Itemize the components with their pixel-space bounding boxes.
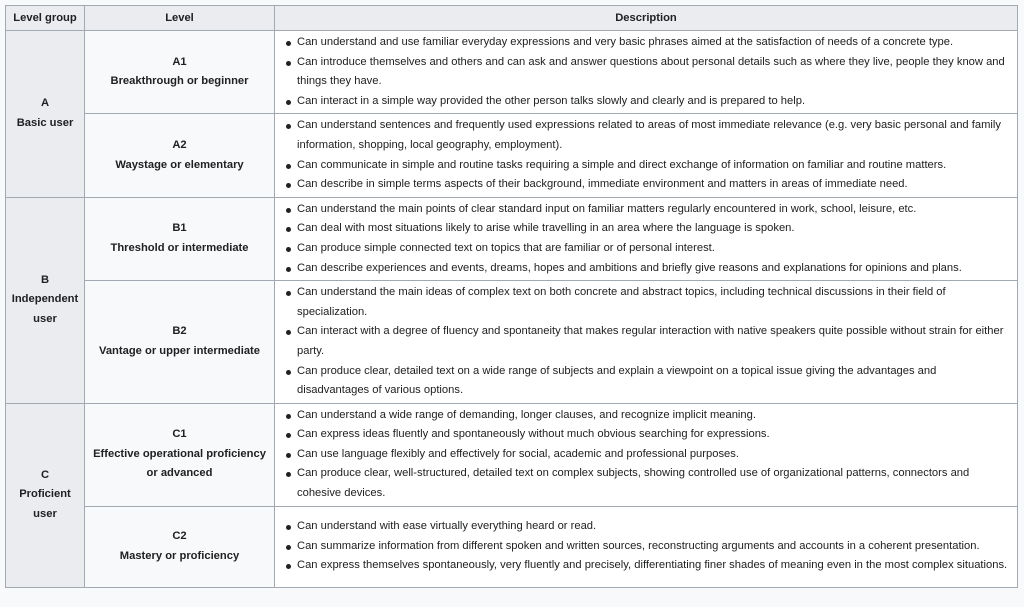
descriptor-item: Can summarize information from different spoken and written sources, reconstructing arguments and accounts in a coherent presentation. — [297, 537, 1011, 557]
level-code: A2 — [172, 138, 187, 151]
table-row-a2 — [6, 114, 1018, 197]
table-row-c1 — [6, 403, 1018, 506]
descriptor-item: Can interact with a degree of fluency and spontaneity that makes regular interaction with native speakers quite possible without strain for either party. — [297, 322, 1011, 361]
level-code: B2 — [172, 325, 187, 338]
level-code: C2 — [172, 530, 187, 543]
descriptor-item: Can understand the main points of clear standard input on familiar matters regularly encountered in work, school, leisure, etc. — [297, 200, 1011, 220]
level-code: B1 — [172, 222, 187, 235]
descriptor-item: Can produce simple connected text on topics that are familiar or of personal interest. — [297, 239, 1011, 259]
description-cell-c2 — [275, 506, 1018, 587]
header-level: Level — [85, 6, 275, 31]
descriptor-item: Can understand with ease virtually everything heard or read. — [297, 517, 1011, 537]
description-cell-b2 — [275, 281, 1018, 404]
group-code: C — [40, 468, 50, 481]
level-name: Vantage or upper intermediate — [98, 344, 261, 357]
table-row-b2 — [6, 281, 1018, 404]
descriptor-item: Can describe experiences and events, dreams, hopes and ambitions and briefly give reasons and explanations for opinions and plans. — [297, 259, 1011, 279]
level-name: Threshold or intermediate — [110, 241, 249, 254]
level-code: C1 — [172, 428, 187, 441]
group-cell-c — [6, 403, 85, 587]
descriptor-item: Can understand a wide range of demanding, longer clauses, and recognize implicit meaning. — [297, 406, 1011, 426]
descriptor-item: Can understand sentences and frequently used expressions related to areas of most immediate relevance (e.g. very basic personal and family information, shopping, local geography, employment). — [297, 116, 1011, 155]
descriptor-item: Can communicate in simple and routine tasks requiring a simple and direct exchange of information on familiar and routine matters. — [297, 156, 1011, 176]
descriptor-item: Can produce clear, detailed text on a wide range of subjects and explain a viewpoint on a topical issue giving the advantages and disadvantages of various options. — [297, 362, 1011, 401]
cefr-levels-table — [5, 5, 1018, 588]
table-row-c2 — [6, 506, 1018, 587]
level-name: Breakthrough or beginner — [110, 75, 249, 88]
descriptor-item: Can use language flexibly and effectively for social, academic and professional purposes. — [297, 445, 1011, 465]
descriptor-item: Can express ideas fluently and spontaneously without much obvious searching for expressions. — [297, 425, 1011, 445]
level-cell-c1 — [85, 403, 275, 506]
description-cell-a2 — [275, 114, 1018, 197]
level-cell-b2 — [85, 281, 275, 404]
level-name: Effective operational proficiency or advanced — [93, 447, 266, 480]
descriptor-item: Can interact in a simple way provided the other person talks slowly and clearly and is prepared to help. — [297, 92, 1011, 112]
description-cell-a1 — [275, 31, 1018, 114]
level-name: Mastery or proficiency — [119, 549, 240, 562]
descriptor-item: Can understand and use familiar everyday expressions and very basic phrases aimed at the satisfaction of needs of a concrete type. — [297, 33, 1011, 53]
description-cell-b1 — [275, 197, 1018, 280]
header-row — [6, 6, 1018, 31]
level-cell-c2 — [85, 506, 275, 587]
header-level-group: Level group — [6, 6, 85, 31]
group-name: Independent user — [11, 293, 79, 326]
level-cell-a2 — [85, 114, 275, 197]
level-cell-a1 — [85, 31, 275, 114]
level-name: Waystage or elementary — [115, 158, 244, 171]
group-cell-b — [6, 197, 85, 403]
group-name: Basic user — [16, 116, 74, 129]
descriptor-item: Can describe in simple terms aspects of their background, immediate environment and matters in areas of immediate need. — [297, 175, 1011, 195]
table-row-b1 — [6, 197, 1018, 280]
descriptor-item: Can express themselves spontaneously, very fluently and precisely, differentiating finer shades of meaning even in the most complex situations. — [297, 556, 1011, 576]
table-row-a1 — [6, 31, 1018, 114]
descriptor-item: Can produce clear, well-structured, detailed text on complex subjects, showing controlled use of organizational patterns, connectors and cohesive devices. — [297, 464, 1011, 503]
group-code: A — [40, 97, 50, 110]
descriptor-item: Can understand the main ideas of complex text on both concrete and abstract topics, including technical discussions in their field of specialization. — [297, 283, 1011, 322]
header-description: Description — [275, 6, 1018, 31]
group-name: Proficient user — [19, 488, 71, 520]
descriptor-item: Can introduce themselves and others and can ask and answer questions about personal details such as where they live, people they know and things they have. — [297, 53, 1011, 92]
group-code: B — [40, 273, 50, 286]
descriptor-item: Can deal with most situations likely to arise while travelling in an area where the language is spoken. — [297, 219, 1011, 239]
group-cell-a — [6, 31, 85, 198]
level-cell-b1 — [85, 197, 275, 280]
description-cell-c1 — [275, 403, 1018, 506]
level-code: A1 — [172, 55, 187, 68]
